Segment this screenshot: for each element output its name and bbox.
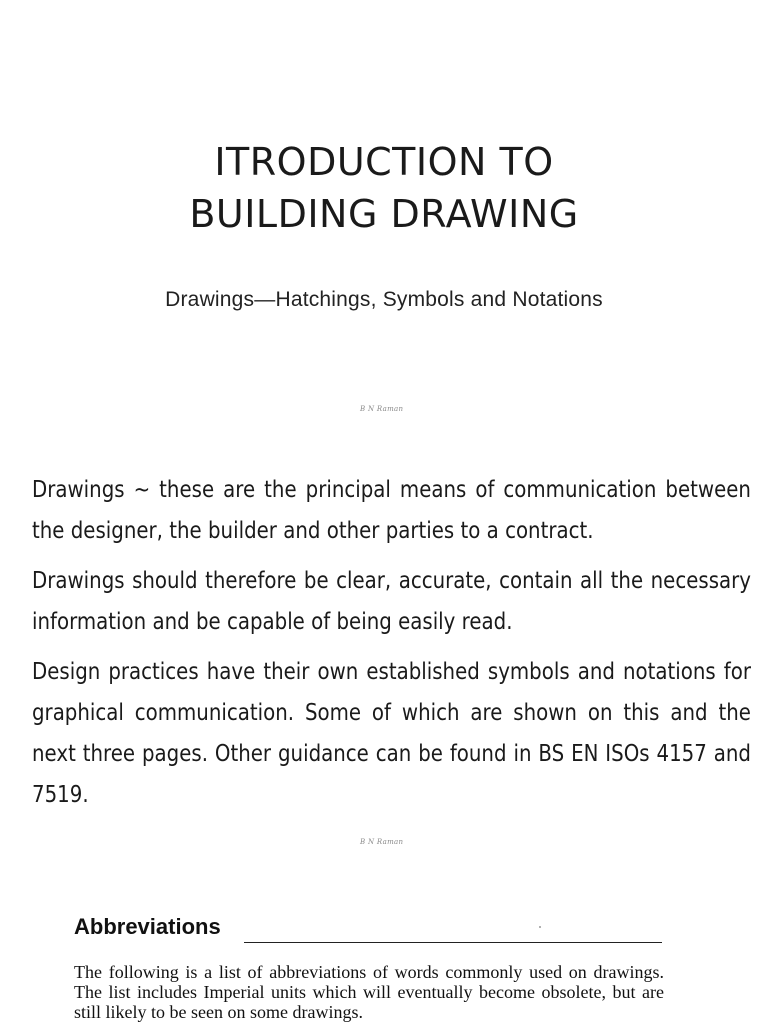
body-paragraph-2: Drawings should therefore be clear, accurate, contain all the necessary information and be capable of being easily read. — [32, 568, 751, 635]
page-title — [0, 136, 768, 240]
signature-watermark-bottom: B N Raman — [360, 838, 404, 846]
abbreviations-heading: Abbreviations — [74, 914, 221, 939]
heading-rule-divider — [244, 942, 662, 943]
body-text-block — [32, 470, 751, 825]
body-paragraph-3: Design practices have their own established symbols and notations for graphical communication. Some of which are shown on this and the next three pages. Other guidance can be found in BS EN ISOs 4157 and 7519. — [32, 659, 751, 808]
signature-watermark-top: B N Raman — [360, 405, 404, 413]
page-subtitle: Drawings—Hatchings, Symbols and Notations — [165, 288, 603, 311]
page-title-line-2: BUILDING DRAWING — [189, 192, 579, 236]
body-paragraph-1: Drawings ~ these are the principal means of communication between the designer, the builder and other parties to a contract. — [32, 477, 751, 544]
abbreviations-intro: The following is a list of abbreviations of words commonly used on drawings. The list includes Imperial units which will eventually become obsolete, but are still likely to be seen on some drawings. — [74, 962, 664, 1022]
page-title-line-1: ITRODUCTION TO — [214, 140, 554, 184]
abbreviations-heading-row — [74, 914, 664, 946]
scan-speck — [539, 926, 541, 928]
